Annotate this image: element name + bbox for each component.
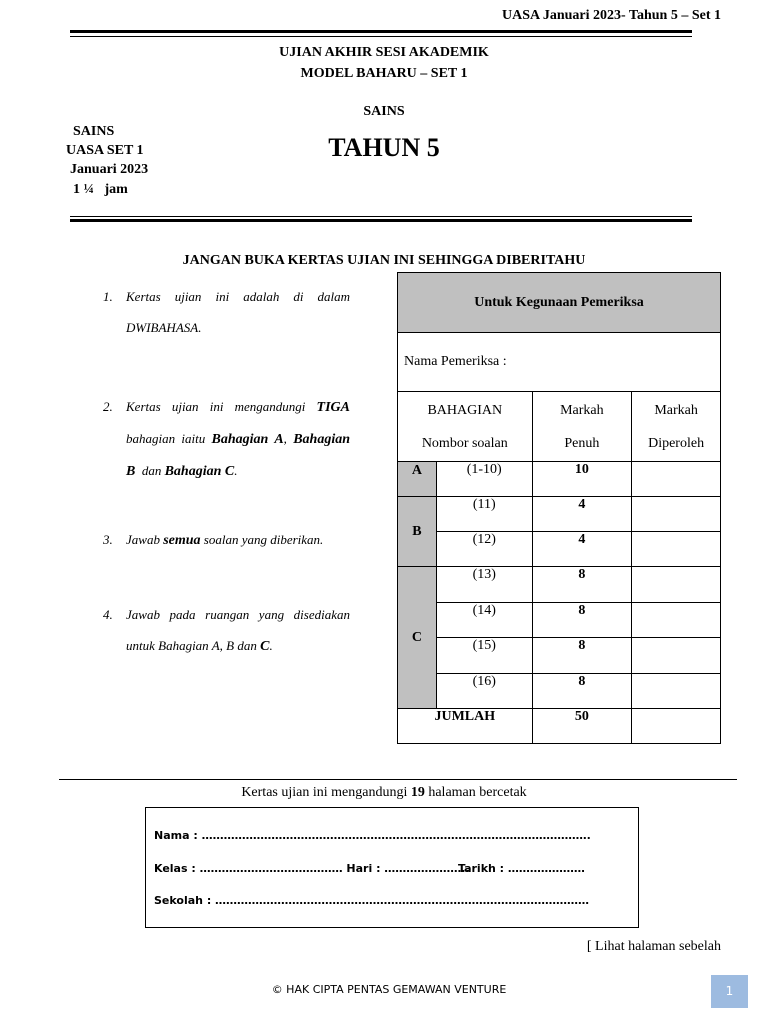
instruction-text: Kertas ujian ini mengandungi TIGA bahagian iaitu Bahagian A, Bahagian B dan Bahagian C.: [126, 399, 351, 479]
instruction-text: Jawab pada ruangan yang disediakan untuk Bahagian A, B dan C.: [126, 607, 350, 654]
marks-obtained-cell[interactable]: [632, 674, 721, 709]
question-number: (16): [436, 674, 532, 709]
table-title: Untuk Kegunaan Pemeriksa: [398, 273, 721, 333]
full-marks: 8: [532, 674, 632, 709]
year-title: TAHUN 5: [328, 133, 440, 162]
date-field[interactable]: Tarikh : …………………: [458, 862, 585, 875]
meta-date: Januari 2023: [70, 162, 149, 177]
student-info-box: [145, 807, 639, 928]
instruction-text: Kertas ujian ini adalah di dalam DWIBAHASA.: [126, 289, 350, 335]
name-field[interactable]: Nama : …………………………………………………………………………………………….: [154, 829, 591, 842]
instruction-3: [104, 524, 350, 599]
marks-obtained-cell[interactable]: [632, 638, 721, 674]
examiner-name-field[interactable]: Nama Pemeriksa :: [398, 333, 721, 392]
question-number: (13): [436, 567, 532, 603]
full-marks: 4: [532, 497, 632, 532]
class-day-field[interactable]: Kelas : ………………………………… Hari : …………………..: [154, 862, 470, 875]
top-rule-thin: [70, 36, 692, 37]
running-header: UASA Januari 2023- Tahun 5 – Set 1: [501, 8, 721, 23]
continue-note: [ Lihat halaman sebelah: [586, 939, 721, 954]
question-number: (11): [436, 497, 532, 532]
full-marks: 8: [532, 638, 632, 674]
question-number: (1-10): [436, 462, 532, 497]
header-marks-obtained: Markah Diperoleh: [632, 392, 721, 462]
full-marks: 8: [532, 567, 632, 603]
header-section: BAHAGIAN Nombor soalan: [398, 392, 533, 462]
total-marks: 50: [532, 709, 632, 744]
instruction-number: 2.: [103, 399, 113, 414]
full-marks: 8: [532, 603, 632, 638]
total-obtained-cell[interactable]: [632, 709, 721, 744]
bottom-rule-thin: [70, 216, 692, 217]
school-field[interactable]: Sekolah : …………………………………………………………………………………………: [154, 894, 590, 907]
top-rule-thick: [70, 30, 692, 33]
marks-obtained-cell[interactable]: [632, 532, 721, 567]
instruction-number: 4.: [103, 607, 113, 622]
subject-title: SAINS: [363, 104, 405, 119]
full-marks: 4: [532, 532, 632, 567]
meta-duration: 1 ¼ jam: [73, 182, 128, 197]
instruction-number: 1.: [103, 289, 113, 304]
copyright-notice: © HAK CIPTA PENTAS GEMAWAN VENTURE: [271, 983, 507, 996]
section-b-label: B: [398, 497, 437, 567]
meta-exam: UASA SET 1: [66, 143, 144, 158]
question-number: (12): [436, 532, 532, 567]
title-line-2: MODEL BAHARU – SET 1: [300, 66, 468, 81]
full-marks: 10: [532, 462, 632, 497]
examiner-table: [397, 272, 721, 744]
page-count-note: Kertas ujian ini mengandungi 19 halaman bercetak: [241, 785, 527, 800]
footer-divider: [59, 779, 737, 780]
total-label: JUMLAH: [398, 709, 533, 744]
question-number: (14): [436, 603, 532, 638]
instruction-1: [104, 281, 350, 391]
page-number: 1: [711, 975, 748, 1008]
question-number: (15): [436, 638, 532, 674]
instructions-list: [104, 281, 350, 662]
meta-subject: SAINS: [73, 124, 115, 139]
bottom-rule-thick: [70, 219, 692, 222]
section-c-label: C: [398, 567, 437, 709]
section-a-label: A: [398, 462, 437, 497]
warning-text: JANGAN BUKA KERTAS UJIAN INI SEHINGGA DIBERITAHU: [182, 253, 586, 268]
instruction-number: 3.: [103, 532, 113, 547]
title-line-1: UJIAN AKHIR SESI AKADEMIK: [279, 45, 489, 60]
header-full-marks: Markah Penuh: [532, 392, 632, 462]
marks-obtained-cell[interactable]: [632, 497, 721, 532]
marks-obtained-cell[interactable]: [632, 462, 721, 497]
instruction-2: [104, 391, 350, 524]
instruction-text: Jawab semua soalan yang diberikan.: [126, 532, 324, 548]
marks-obtained-cell[interactable]: [632, 567, 721, 603]
marks-obtained-cell[interactable]: [632, 603, 721, 638]
instruction-4: [104, 599, 350, 662]
